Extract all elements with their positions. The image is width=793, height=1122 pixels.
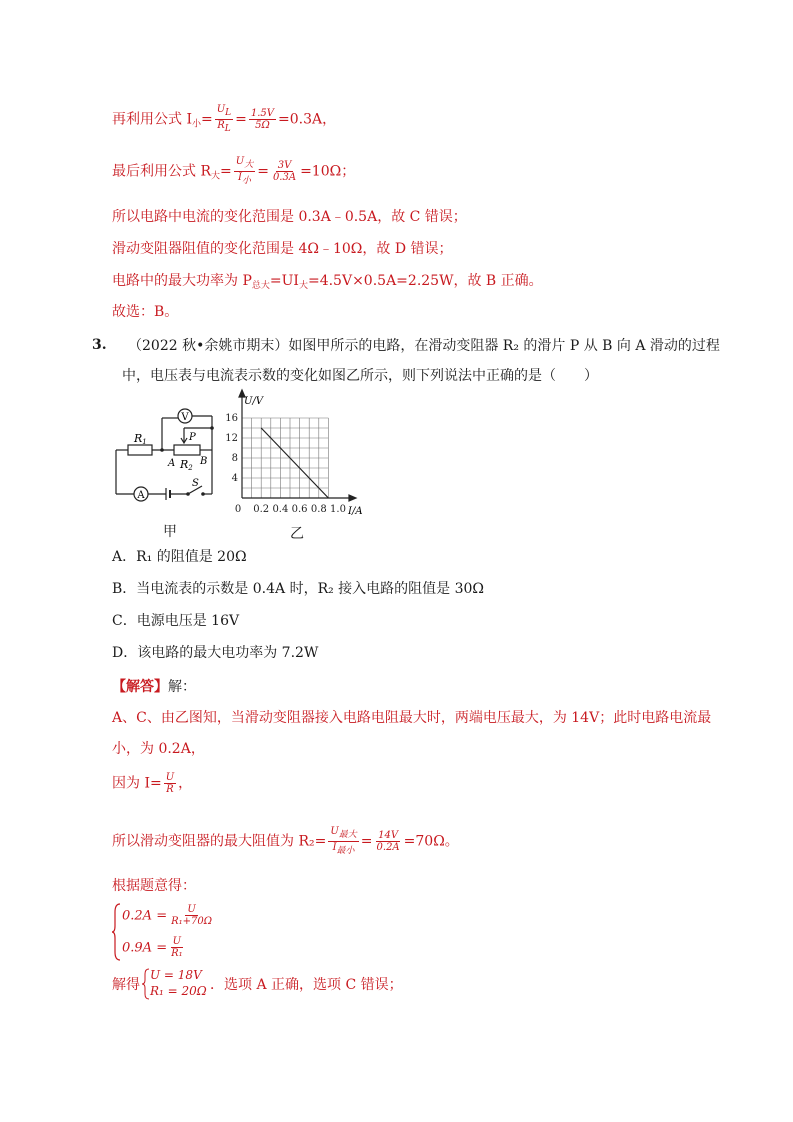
equation-1: 0.2A = $\frac{U}{\text{R₁+70Ω}}$: [122, 904, 213, 927]
brace-icon: [142, 968, 150, 1000]
series-line: [261, 428, 328, 498]
figure-caption-jia: 甲: [163, 524, 177, 540]
x-tick-label: 0.2: [253, 504, 270, 515]
circuit-diagram: [104, 400, 224, 530]
ammeter-label: A: [137, 490, 145, 501]
figure-caption-yi: 乙: [290, 526, 304, 542]
answer-line: 根据题意得：: [112, 878, 196, 894]
graph-series: [261, 428, 328, 498]
y-tick-label: 4: [231, 473, 238, 484]
x-axis-arrow: [349, 495, 356, 501]
formula-line-current: 再利用公式 $I_小=$ $\frac{UL}{RL}$ = $\frac{1.5V}{5\Omega}$ =0.3A，: [112, 104, 337, 134]
y-tick-label: 12: [225, 433, 238, 444]
question-stem: 中，电压表与电流表示数的变化如图乙所示，则下列说法中正确的是（ ）: [122, 368, 598, 384]
text-line: 电路中的最大功率为 $P_{总大}=UI_大=4.5V\times 0.5A=2.25W$，故 B 正确。: [112, 273, 543, 291]
x-tick-label: 0.4: [272, 504, 289, 515]
x-tick-label: 0.8: [310, 504, 327, 515]
switch-label: S: [192, 478, 199, 489]
x-tick-label: 1.0: [330, 504, 346, 515]
answer-line: 所以滑动变阻器的最大阻值为 R₂= $\frac{\text{U最大}}{\text{I最小}}$ = $\frac{14V}{0.2A}$ =70Ω。: [112, 826, 459, 856]
choice-d: D．该电路的最大电功率为 7.2W: [112, 645, 319, 661]
x-tick-label: 0: [234, 504, 242, 515]
question-stem: （2022 秋•余姚市期末）如图甲所示的电路，在滑动变阻器 R₂ 的滑片 P 从 B 向 A 滑动的过程: [128, 338, 720, 354]
b-label: B: [200, 456, 208, 467]
x-axis-label: I/A: [348, 506, 363, 517]
answer-line: 因为 I= $\frac{U}{R}$ ，: [112, 772, 193, 795]
text-line: 所以电路中电流的变化范围是 0.3A﹣0.5A，故 C 错误；: [112, 209, 467, 225]
y-tick-label: 8: [231, 453, 238, 464]
graph-grid: [242, 418, 328, 498]
text-line: 滑动变阻器阻值的变化范围是 4Ω﹣10Ω，故 D 错误；: [112, 241, 453, 257]
a-label: A: [168, 458, 176, 469]
x-tick-label: 0.6: [291, 504, 308, 515]
formula-line-resistance: 最后利用公式 $R_大=$ $\frac{\text{U大}}{\text{I小}}$ = $\frac{3V}{0.3A}$ =10Ω；: [112, 156, 356, 186]
answer-line: A、C、由乙图知，当滑动变阻器接入电路电阻最大时，两端电压最大，为 14V；此时电路电流最: [112, 710, 712, 726]
r2-label: R2: [180, 458, 193, 472]
text-line: 故选：B。: [112, 304, 179, 320]
ui-graph: [225, 390, 378, 520]
choice-c: C．电源电压是 16V: [112, 613, 240, 629]
r1-label: R1: [134, 432, 147, 446]
answer-line: 小，为 0.2A，: [112, 741, 205, 757]
document-page: 再利用公式 $I_小=$ $\frac{UL}{RL}$ = $\frac{1.5V}{5\Omega}$ =0.3A， 最后利用公式 $R_大=$ $\frac{\text{U大}}{\text{I小}}$ = $\frac{3V}{0.3A}$ =10Ω； 所以电路中电流的变化范围是 0.3A﹣0.5A，故 C 错误； 滑动变阻器阻值的变化范围是 4Ω﹣10Ω，故 D 错误； 电路中的最大功率为 $P_{总大}=UI_大=4.5V\times 0.5A=2.25W$，故 B 正确。 故选：B。 3. （2022 秋•余姚市期末）如图甲所示的电路，在滑动变阻器 R₂ 的滑片 P 从 B 向 A 滑动的过程 中，电压表与电流表示数的变化如图乙所示，则下列说法中正确的是（ ） V A R1 P A B R2 S 甲 0 0.2 0.4 0.6 0.8 1.0 4 8 12 16 U/V I/A 乙 A．R₁ 的阻值是 20Ω B．当电流表的示数是 0.4A 时，R₂ 接入电路的阻值是 30Ω C．电源电压是 16V D．该电路的最大电功率为 7.2W 【解答】解： A、C、由乙图知，当滑动变阻器接入电路电阻最大时，两端电压最大，为 14V；此时电路电流最 小，为 0.2A， 因为 I= $\frac{U}{R}$ ， 所以滑动变阻器的最大阻值为 R₂= $\frac{\text{U最大}}{\text{I最小}}$ = $\frac{14V}{0.2A}$ =70Ω。 根据题意得： 0.2A = $\frac{U}{\text{R₁+70Ω}}$ 0.9A = $\frac{U}{\text{R₁}}$ 解得 U = 18V R₁ = 20Ω ．选项 A 正确，选项 C 错误；: [92, 104, 720, 998]
answer-header: 【解答】解：: [112, 679, 196, 695]
question-number: 3.: [92, 337, 107, 353]
equation-2: 0.9A = $\frac{U}{\text{R₁}}$: [122, 936, 183, 959]
y-tick-label: 16: [225, 413, 238, 424]
choice-b: B．当电流表的示数是 0.4A 时，R₂ 接入电路的阻值是 30Ω: [112, 581, 485, 597]
brace-icon: [112, 902, 122, 962]
voltmeter-label: V: [181, 412, 189, 423]
p-label: P: [189, 432, 196, 443]
choice-a: A．R₁ 的阻值是 20Ω: [112, 549, 247, 565]
y-axis-label: U/V: [244, 396, 264, 407]
